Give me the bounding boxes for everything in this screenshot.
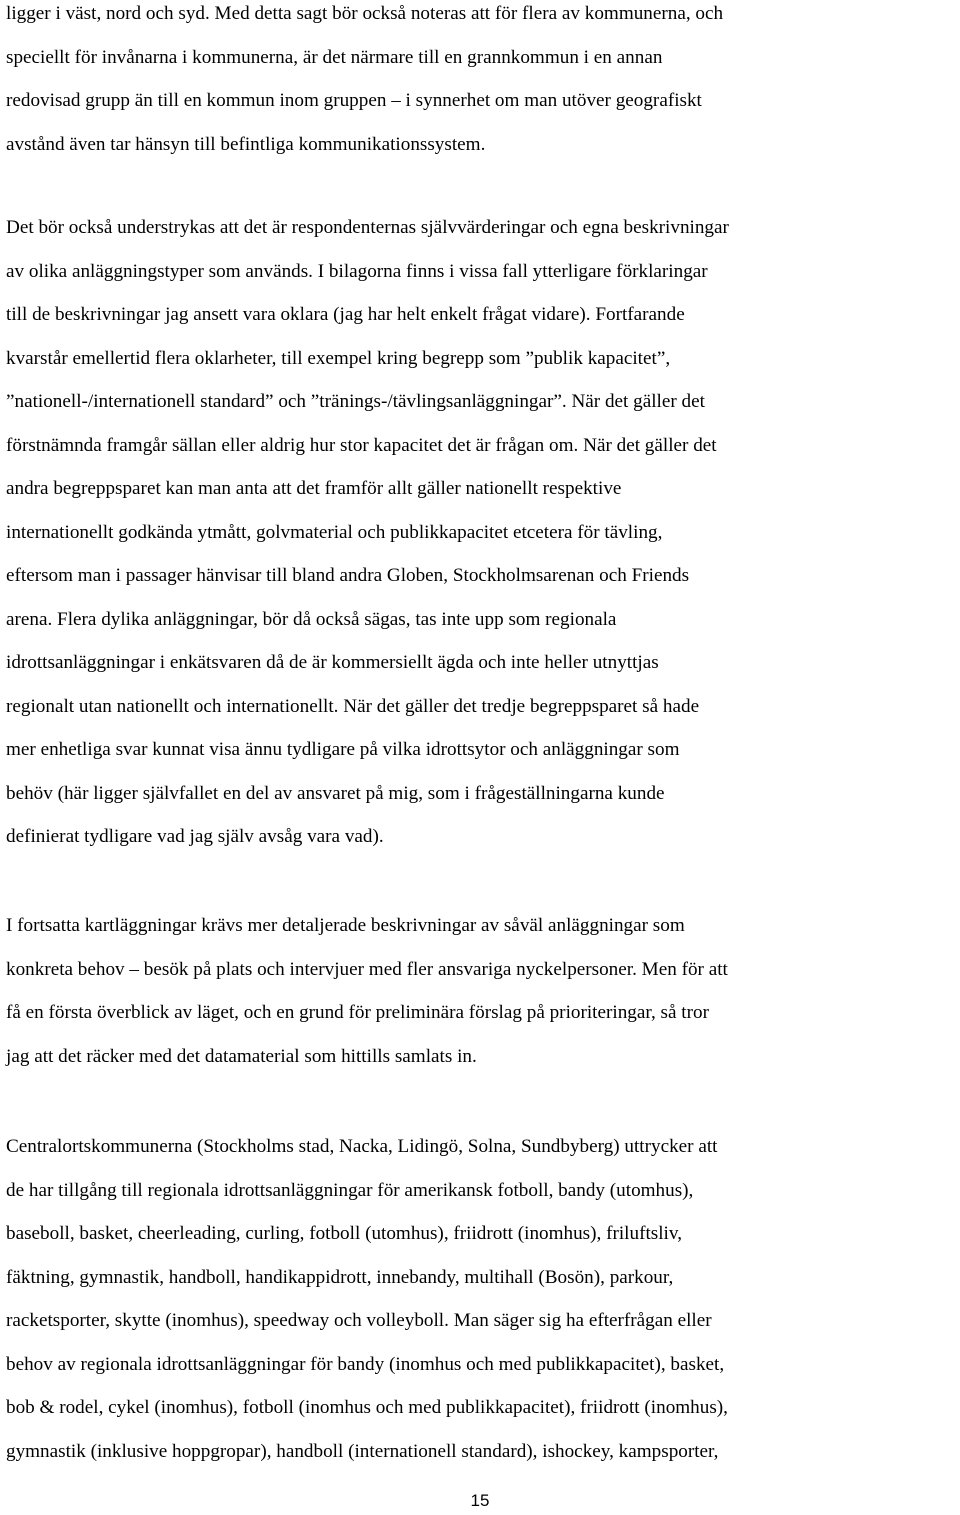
text-line: redovisad grupp än till en kommun inom gruppen – i synnerhet om man utöver geografiskt: [6, 90, 702, 111]
text-line: fäktning, gymnastik, handboll, handikappidrott, innebandy, multihall (Bosön), parkour,: [6, 1266, 674, 1288]
text-line: behöv (här ligger självfallet en del av ansvaret på mig, som i frågeställningarna kunde: [6, 782, 665, 804]
text-line: behov av regionala idrottsanläggningar för bandy (inomhus och med publikkapacitet), basket,: [6, 1353, 725, 1375]
text-line: eftersom man i passager hänvisar till bland andra Globen, Stockholmsarenan och Friends: [6, 565, 690, 586]
text-line: definierat tydligare vad jag själv avsåg vara vad).: [6, 826, 384, 847]
paragraph-4: [6, 1125, 960, 1473]
text-line: idrottsanläggningar i enkätsvaren då de är kommersiellt ägda och inte heller utnyttjas: [6, 652, 659, 673]
text-line: till de beskrivningar jag ansett vara oklara (jag har helt enkelt frågat vidare). Fortfarande: [6, 304, 685, 325]
text-line: andra begreppsparet kan man anta att det framför allt gäller nationellt respektive: [6, 478, 622, 499]
text-line: ligger i väst, nord och syd. Med detta sagt bör också noteras att för flera av kommunerna, och: [6, 3, 724, 24]
text-line: jag att det räcker med det datamaterial som hittills samlats in.: [6, 1045, 477, 1067]
page-number: 15: [470, 1491, 490, 1510]
text-line: mer enhetliga svar kunnat visa ännu tydligare på vilka idrottsytor och anläggningar som: [6, 739, 680, 760]
text-line: förstnämnda framgår sällan eller aldrig hur stor kapacitet det är frågan om. När det gäller det: [6, 434, 717, 456]
text-line: ”nationell-/internationell standard” och ”tränings-/tävlingsanläggningar”. När det gäller det: [6, 391, 705, 412]
text-line: Centralortskommunerna (Stockholms stad, Nacka, Lidingö, Solna, Sundbyberg) uttrycker att: [6, 1136, 718, 1157]
text-line: regionalt utan nationellt och internationellt. När det gäller det tredje begreppsparet så hade: [6, 695, 700, 717]
paragraph-1: [6, 0, 960, 166]
text-line: racketsporter, skytte (inomhus), speedway och volleyboll. Man säger sig ha efterfrågan eller: [6, 1310, 712, 1331]
text-line: Det bör också understrykas att det är respondenternas självvärderingar och egna beskrivningar: [6, 217, 729, 238]
text-line: de har tillgång till regionala idrottsanläggningar för amerikansk fotboll, bandy (utomhus),: [6, 1179, 694, 1201]
text-line: I fortsatta kartläggningar krävs mer detaljerade beskrivningar av såväl anläggningar som: [6, 915, 685, 936]
text-line: bob & rodel, cykel (inomhus), fotboll (inomhus och med publikkapacitet), friidrott (inomhus),: [6, 1397, 728, 1418]
text-line: konkreta behov – besök på plats och intervjuer med fler ansvariga nyckelpersoner. Men för att: [6, 958, 728, 980]
text-line: av olika anläggningstyper som används. I bilagorna finns i vissa fall ytterligare förklaringar: [6, 260, 708, 282]
text-line: internationellt godkända ytmått, golvmaterial och publikkapacitet etcetera för tävling,: [6, 521, 663, 543]
paragraph-2: [6, 206, 960, 859]
text-line: arena. Flera dylika anläggningar, bör då också sägas, tas inte upp som regionala: [6, 608, 617, 630]
text-line: gymnastik (inklusive hoppgropar), handboll (internationell standard), ishockey, kampsporter,: [6, 1440, 719, 1462]
text-line: kvarstår emellertid flera oklarheter, till exempel kring begrepp som ”publik kapacitet”,: [6, 347, 671, 369]
text-line: baseboll, basket, cheerleading, curling, fotboll (utomhus), friidrott (inomhus), friluftsliv,: [6, 1223, 682, 1244]
text-line: speciellt för invånarna i kommunerna, är det närmare till en grannkommun i en annan: [6, 46, 663, 68]
text-line: avstånd även tar hänsyn till befintliga kommunikationssystem.: [6, 133, 486, 155]
text-line: få en första överblick av läget, och en grund för preliminära förslag på prioriteringar, så tror: [6, 1002, 709, 1023]
paragraph-3: [6, 904, 960, 1078]
